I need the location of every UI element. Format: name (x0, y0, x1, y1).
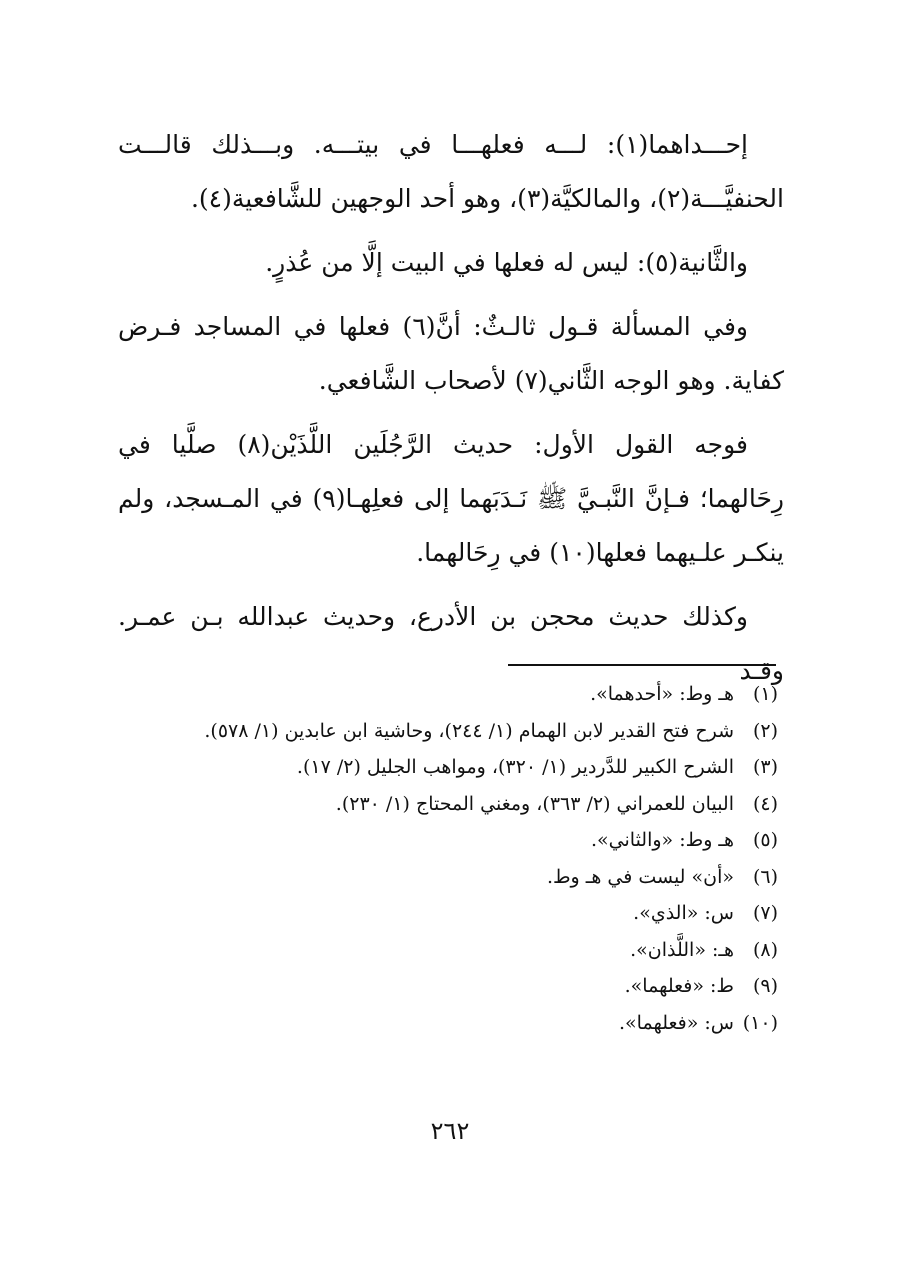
page-number: ٢٦٢ (430, 1117, 470, 1145)
footnote-text: س: «الذي». (633, 902, 734, 924)
paragraph-2: والثَّانية(٥): ليس له فعلها في البيت إلَّا من عُذرٍ. (265, 248, 748, 277)
footnotes (138, 676, 778, 1041)
paragraph-4: فوجه القول الأول: حديث الرَّجُلَين اللَّذَيْن(٨) صلَّيا في رِحَالهما؛ فـإنَّ النَّبـيَّ ﷺ نَـدَبَهما إلى فعلِهـا(٩) في المـسجد، ولم ينكـر علـيهما فعلها(١٠) في رِحَالهما. (118, 430, 785, 567)
footnote-number: (٢) (752, 719, 778, 742)
footnote-text: هـ وط: «والثاني». (591, 829, 734, 851)
footnote-number: (٨) (752, 938, 778, 961)
footnote-item (138, 676, 778, 713)
footnote-item (138, 713, 778, 750)
footnote-item (138, 822, 778, 859)
footnote-text: البيان للعمراني (٢/ ٣٦٣)، ومغني المحتاج (١/ ٢٣٠). (335, 792, 734, 815)
paragraph-1: إحـــداهما(١): لـــه فعلهـــا في بيتـــه. وبـــذلك قالـــت الحنفيَّـــة(٢)، والمالكيَّة(٣)، وهو أحد الوجهين للشَّافعية(٤). (118, 130, 784, 213)
footnote-number: (٣) (752, 756, 778, 778)
footnote-item (138, 932, 778, 969)
footnote-text: الشرح الكبير للدَّردير (١/ ٣٢٠)، ومواهب الجليل (٢/ ١٧). (296, 756, 734, 778)
footnote-number: (٥) (752, 829, 778, 851)
footnote-number: (٤) (752, 792, 778, 815)
footnote-item (138, 968, 778, 1005)
footnote-number: (١٠) (742, 1011, 778, 1034)
footnote-number: (١) (752, 683, 778, 705)
paragraph-5: وكذلك حديث محجن بن الأدرع، وحديث عبدالله بـن عمـر. وقـد (118, 602, 784, 685)
footnote-item (138, 859, 778, 896)
paragraph-3: وفي المسألة قـول ثالـثٌ: أنَّ(٦) فعلها في المساجد فـرض كفاية. وهو الوجه الثَّاني(٧) لأصحاب الشَّافعي. (118, 312, 784, 395)
footnote-text: هـ وط: «أحدهما». (590, 683, 734, 705)
main-text (118, 118, 784, 708)
footnote-text: هـ: «اللَّذان». (630, 938, 734, 961)
footnote-number: (٧) (752, 902, 778, 924)
footnote-item (138, 749, 778, 786)
footnote-text: ط: «فعلهما». (624, 975, 734, 997)
footnote-item (138, 786, 778, 823)
footnote-item (138, 895, 778, 932)
footnote-number: (٩) (752, 975, 778, 997)
footnote-number: (٦) (752, 865, 778, 888)
footnote-text: «أن» ليست في هـ وط. (546, 865, 734, 888)
footnote-text: شرح فتح القدير لابن الهمام (١/ ٢٤٤)، وحاشية ابن عابدين (١/ ٥٧٨). (204, 719, 734, 742)
footnote-item (138, 1005, 778, 1042)
footnote-separator (508, 664, 776, 666)
footnote-text: س: «فعلهما». (619, 1011, 734, 1034)
